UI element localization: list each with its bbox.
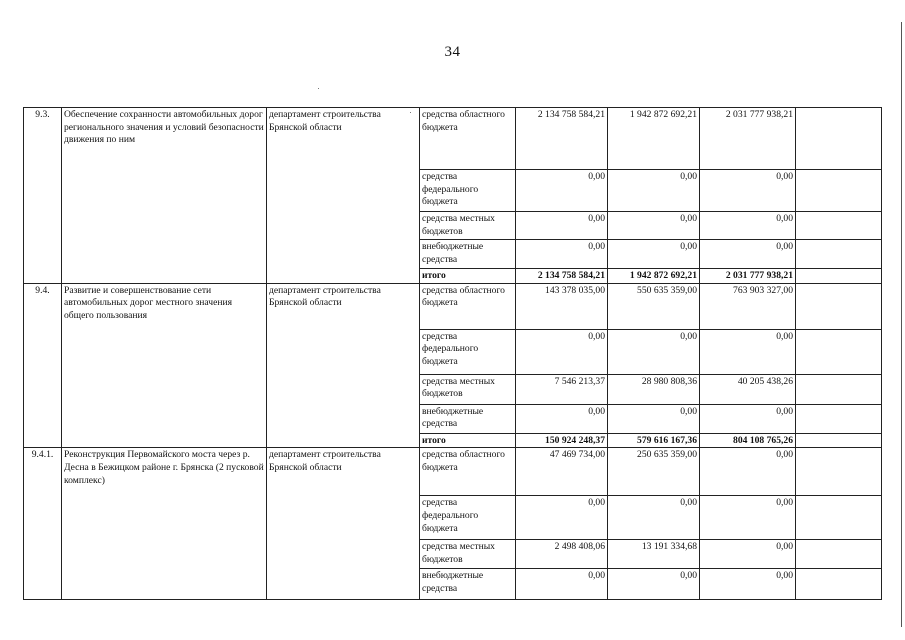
amount-cell: 0,00 [608, 329, 700, 374]
row-name: Реконструкция Первомайского моста через р. Десна в Бежицком районе г. Брянска (2 пусковой комплекс) [62, 448, 267, 600]
funding-source: внебюджетные средства [420, 404, 516, 433]
row-code: 9.4.1. [24, 448, 62, 600]
amount-cell: 804 108 765,26 [700, 433, 796, 448]
amount-cell [796, 240, 882, 269]
amount-cell: 0,00 [608, 496, 700, 540]
page-number: 34 [444, 44, 461, 60]
amount-cell: 0,00 [516, 170, 608, 212]
funding-source: средства областного бюджета [420, 108, 516, 170]
amount-cell: 0,00 [516, 569, 608, 600]
amount-cell: 7 546 213,37 [516, 374, 608, 404]
amount-cell [796, 283, 882, 329]
row-executor: департамент строительства Брянской области [267, 108, 420, 284]
amount-cell: 0,00 [608, 212, 700, 240]
amount-cell: 0,00 [700, 170, 796, 212]
amount-cell [796, 448, 882, 496]
amount-cell: 0,00 [608, 404, 700, 433]
amount-cell: 0,00 [608, 170, 700, 212]
row-name: Развитие и совершенствование сети автомобильных дорог местного значения общего пользования [62, 283, 267, 448]
amount-cell: 0,00 [516, 404, 608, 433]
amount-cell: 2 031 777 938,21 [700, 108, 796, 170]
amount-cell: 2 498 408,06 [516, 540, 608, 569]
funding-source: средства местных бюджетов [420, 374, 516, 404]
amount-cell: 763 903 327,00 [700, 283, 796, 329]
amount-cell [796, 496, 882, 540]
row-executor: департамент строительства Брянской области [267, 283, 420, 448]
table-row [24, 108, 882, 170]
funding-source: средства местных бюджетов [420, 540, 516, 569]
amount-cell: 150 924 248,37 [516, 433, 608, 448]
amount-cell [796, 404, 882, 433]
amount-cell: 0,00 [516, 329, 608, 374]
amount-cell: 0,00 [700, 496, 796, 540]
amount-cell: 28 980 808,36 [608, 374, 700, 404]
row-code: 9.3. [24, 108, 62, 284]
funding-source: средства областного бюджета [420, 283, 516, 329]
amount-cell: 0,00 [700, 540, 796, 569]
row-code: 9.4. [24, 283, 62, 448]
amount-cell [796, 170, 882, 212]
amount-cell: 0,00 [700, 569, 796, 600]
amount-cell [796, 108, 882, 170]
amount-cell [796, 540, 882, 569]
amount-cell [796, 433, 882, 448]
funding-source: средства федерального бюджета [420, 329, 516, 374]
amount-cell [796, 269, 882, 284]
amount-cell [796, 374, 882, 404]
table-row [24, 283, 882, 329]
amount-cell: 2 134 758 584,21 [516, 269, 608, 284]
funding-source: средства местных бюджетов [420, 212, 516, 240]
amount-cell: 0,00 [700, 212, 796, 240]
amount-cell: 13 191 334,68 [608, 540, 700, 569]
funding-source: средства федерального бюджета [420, 496, 516, 540]
amount-cell: 0,00 [700, 448, 796, 496]
funding-source: средства областного бюджета [420, 448, 516, 496]
amount-cell: 40 205 438,26 [700, 374, 796, 404]
amount-cell: 550 635 359,00 [608, 283, 700, 329]
amount-cell: 0,00 [608, 240, 700, 269]
amount-cell: 579 616 167,36 [608, 433, 700, 448]
scan-speck [318, 88, 319, 89]
funding-source: итого [420, 433, 516, 448]
amount-cell: 1 942 872 692,21 [608, 108, 700, 170]
amount-cell: 1 942 872 692,21 [608, 269, 700, 284]
row-executor: департамент строительства Брянской области [267, 448, 420, 600]
funding-source: внебюджетные средства [420, 240, 516, 269]
amount-cell: 0,00 [700, 329, 796, 374]
amount-cell: 0,00 [516, 212, 608, 240]
table-row [24, 448, 882, 496]
amount-cell: 0,00 [516, 240, 608, 269]
funding-source: внебюджетные средства [420, 569, 516, 600]
amount-cell: 0,00 [700, 404, 796, 433]
scan-edge-line [901, 22, 902, 627]
funding-source: средства федерального бюджета [420, 170, 516, 212]
amount-cell [796, 329, 882, 374]
row-name: Обеспечение сохранности автомобильных дорог регионального значения и условий безопасности движения по ним [62, 108, 267, 284]
amount-cell: 0,00 [516, 496, 608, 540]
amount-cell: 47 469 734,00 [516, 448, 608, 496]
amount-cell: 0,00 [608, 569, 700, 600]
amount-cell [796, 569, 882, 600]
amount-cell: 0,00 [700, 240, 796, 269]
amount-cell [796, 212, 882, 240]
amount-cell: 143 378 035,00 [516, 283, 608, 329]
budget-table [23, 107, 882, 600]
amount-cell: 2 134 758 584,21 [516, 108, 608, 170]
funding-source: итого [420, 269, 516, 284]
amount-cell: 2 031 777 938,21 [700, 269, 796, 284]
amount-cell: 250 635 359,00 [608, 448, 700, 496]
